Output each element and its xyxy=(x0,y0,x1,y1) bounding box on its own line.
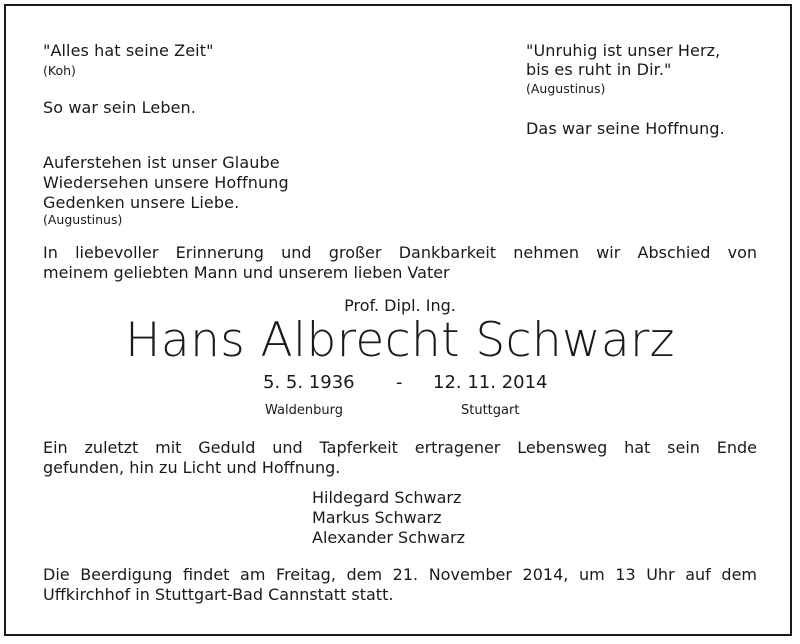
quote-right-line1: "Unruhig ist unser Herz, xyxy=(526,41,721,60)
hope-statement: Das war seine Hoffnung. xyxy=(526,119,725,138)
survivor-name: Alexander Schwarz xyxy=(312,528,465,547)
survivor-name: Markus Schwarz xyxy=(312,508,442,527)
survivors-list xyxy=(312,488,465,548)
death-place: Stuttgart xyxy=(461,403,520,418)
verse-line1: Auferstehen ist unser Glaube xyxy=(43,153,280,172)
deceased-name: Hans Albrecht Schwarz xyxy=(125,313,675,368)
birth-place: Waldenburg xyxy=(265,403,343,418)
death-date: 12. 11. 2014 xyxy=(433,372,548,393)
intro-line2: meinem geliebten Mann und unserem lieben Vater xyxy=(43,263,450,282)
quote-right-line2: bis es ruht in Dir." xyxy=(526,60,672,79)
closing-paragraph xyxy=(43,438,757,478)
life-statement: So war sein Leben. xyxy=(43,98,196,117)
funeral-paragraph xyxy=(43,565,757,605)
intro-paragraph xyxy=(43,243,757,283)
closing-line2: gefunden, hin zu Licht und Hoffnung. xyxy=(43,458,341,477)
funeral-line2: Uffkirchhof in Stuttgart-Bad Cannstatt statt. xyxy=(43,585,394,604)
verse-line2: Wiedersehen unsere Hoffnung xyxy=(43,173,289,192)
birth-date: 5. 5. 1936 xyxy=(263,372,355,393)
quote-left-source: (Koh) xyxy=(43,63,76,78)
date-separator: - xyxy=(396,372,403,393)
survivor-name: Hildegard Schwarz xyxy=(312,488,462,507)
academic-title: Prof. Dipl. Ing. xyxy=(344,296,456,315)
quote-right-source: (Augustinus) xyxy=(526,81,606,96)
intro-line1: In liebevoller Erinnerung und großer Dankbarkeit nehmen wir Abschied von xyxy=(43,243,757,262)
closing-line1: Ein zuletzt mit Geduld und Tapferkeit ertragener Lebensweg hat sein Ende xyxy=(43,438,757,457)
funeral-line1: Die Beerdigung findet am Freitag, dem 21. November 2014, um 13 Uhr auf dem xyxy=(43,565,757,584)
verse-line3: Gedenken unsere Liebe. xyxy=(43,193,240,212)
verse-source: (Augustinus) xyxy=(43,212,123,227)
quote-left-text: "Alles hat seine Zeit" xyxy=(43,41,214,60)
